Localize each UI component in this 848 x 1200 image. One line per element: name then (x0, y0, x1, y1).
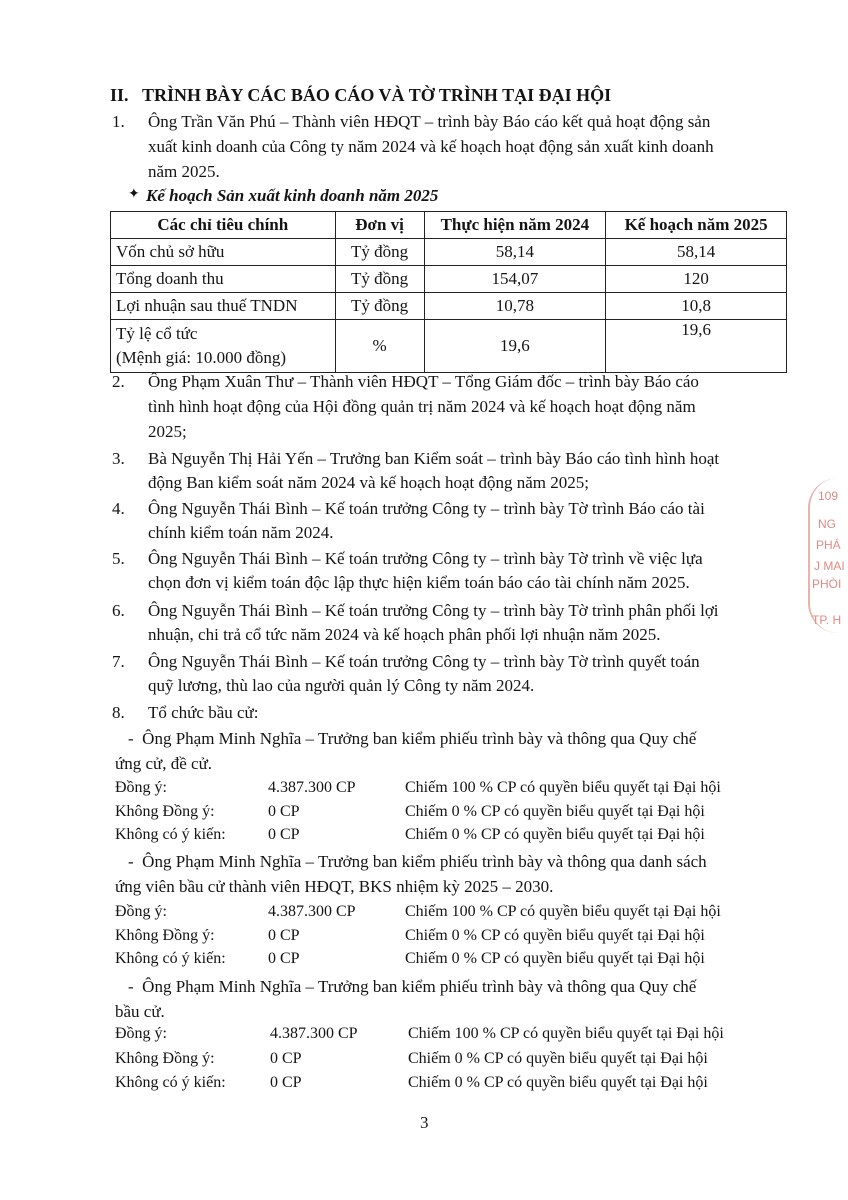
vote-3-intro-line-2: bầu cử. (115, 1002, 165, 1021)
item-7-line-2: quỹ lương, thù lao của người quản lý Công ty năm 2024. (148, 676, 535, 695)
vote-description: Chiếm 0 % CP có quyền biểu quyết tại Đại hội (405, 826, 705, 843)
item-6-number: 6. (112, 601, 125, 620)
item-2-line-2: tình hình hoạt động của Hội đồng quản trị năm 2024 và kế hoạch hoạt động năm (148, 397, 696, 416)
item-3-number: 3. (112, 449, 125, 468)
row-unit: Tỷ đồng (335, 266, 424, 293)
column-header: Các chỉ tiêu chính (111, 212, 336, 239)
vote-description: Chiếm 0 % CP có quyền biểu quyết tại Đại hội (405, 803, 705, 820)
row-name: Tổng doanh thu (111, 266, 336, 293)
row-name (111, 320, 336, 373)
item-3-line-2: động Ban kiểm soát năm 2024 và kế hoạch hoạt động năm 2025; (148, 473, 589, 492)
item-1-line-3: năm 2025. (148, 162, 220, 181)
vote-amount: 0 CP (268, 803, 300, 820)
vote-description: Chiếm 0 % CP có quyền biểu quyết tại Đại hội (408, 1050, 708, 1067)
item-7-number: 7. (112, 652, 125, 671)
vote-2-intro-line-1: - Ông Phạm Minh Nghĩa – Trưởng ban kiểm phiếu trình bày và thông qua danh sách (128, 852, 707, 871)
vote-label: Không Đồng ý: (115, 1050, 215, 1067)
table-header-row (111, 212, 787, 239)
stamp-text: PHÁ (816, 538, 841, 552)
item-5-line-2: chọn đơn vị kiểm toán độc lập thực hiện kiểm toán báo cáo tài chính năm 2025. (148, 573, 690, 592)
vote-description: Chiếm 100 % CP có quyền biểu quyết tại Đại hội (405, 779, 721, 796)
item-7-line-1: Ông Nguyễn Thái Bình – Kế toán trưởng Công ty – trình bày Tờ trình quyết toán (148, 652, 700, 671)
item-8-number: 8. (112, 703, 125, 722)
item-3-line-1: Bà Nguyễn Thị Hải Yến – Trưởng ban Kiểm soát – trình bày Báo cáo tình hình hoạt (148, 449, 720, 468)
item-1-number: 1. (112, 112, 125, 131)
item-8-line-1: Tổ chức bầu cử: (148, 703, 259, 722)
row-unit: Tỷ đồng (335, 293, 424, 320)
vote-description: Chiếm 100 % CP có quyền biểu quyết tại Đại hội (408, 1025, 724, 1042)
row-actual-2024: 58,14 (424, 239, 606, 266)
row-plan-2025: 10,8 (606, 293, 787, 320)
vote-description: Chiếm 0 % CP có quyền biểu quyết tại Đại hội (408, 1074, 708, 1091)
vote-label: Không có ý kiến: (115, 950, 226, 967)
vote-amount: 0 CP (270, 1074, 302, 1091)
section-title: II. TRÌNH BÀY CÁC BÁO CÁO VÀ TỜ TRÌNH TẠI ĐẠI HỘI (110, 85, 612, 105)
item-4-line-2: chính kiểm toán năm 2024. (148, 523, 334, 542)
row-actual-2024: 154,07 (424, 266, 606, 293)
vote-amount: 0 CP (268, 826, 300, 843)
item-6-line-1: Ông Nguyễn Thái Bình – Kế toán trưởng Công ty – trình bày Tờ trình phân phối lợi (148, 601, 719, 620)
row-actual-2024: 10,78 (424, 293, 606, 320)
table-row (111, 293, 787, 320)
vote-1-intro-line-2: ứng cử, đề cử. (115, 754, 213, 773)
vote-description: Chiếm 0 % CP có quyền biểu quyết tại Đại hội (405, 950, 705, 967)
stamp-text: TP. H (812, 613, 842, 627)
row-plan-2025: 19,6 (606, 320, 787, 373)
vote-label: Không Đồng ý: (115, 927, 215, 944)
vote-label: Đồng ý: (115, 1025, 167, 1042)
vote-amount: 4.387.300 CP (268, 779, 356, 796)
vote-label: Không có ý kiến: (115, 826, 226, 843)
table-row (111, 320, 787, 373)
vote-3-intro-line-1: - Ông Phạm Minh Nghĩa – Trưởng ban kiểm phiếu trình bày và thông qua Quy chế (128, 977, 697, 996)
row-unit: Tỷ đồng (335, 239, 424, 266)
item-5-number: 5. (112, 549, 125, 568)
vote-label: Đồng ý: (115, 903, 167, 920)
table-row (111, 239, 787, 266)
row-name: Vốn chủ sở hữu (111, 239, 336, 266)
item-1-line-1: Ông Trần Văn Phú – Thành viên HĐQT – trình bày Báo cáo kết quả hoạt động sản (148, 112, 711, 131)
vote-label: Không Đồng ý: (115, 803, 215, 820)
page-number: 3 (420, 1113, 429, 1132)
vote-1-intro-line-1: - Ông Phạm Minh Nghĩa – Trưởng ban kiểm phiếu trình bày và thông qua Quy chế (128, 729, 697, 748)
row-name: Lợi nhuận sau thuế TNDN (111, 293, 336, 320)
vote-amount: 4.387.300 CP (270, 1025, 358, 1042)
vote-description: Chiếm 0 % CP có quyền biểu quyết tại Đại hội (405, 927, 705, 944)
vote-label: Đồng ý: (115, 779, 167, 796)
stamp-text: PHÒI (812, 577, 842, 591)
vote-amount: 0 CP (268, 950, 300, 967)
column-header: Đơn vị (335, 212, 424, 239)
plan-bullet-icon: ✦ (128, 187, 140, 202)
item-2-line-1: Ông Phạm Xuân Thư – Thành viên HĐQT – Tổng Giám đốc – trình bày Báo cáo (148, 372, 699, 391)
item-2-number: 2. (112, 372, 125, 391)
item-2-line-3: 2025; (148, 422, 187, 441)
row-plan-2025: 120 (606, 266, 787, 293)
dividend-par-value: (Mệnh giá: 10.000 đồng) (116, 348, 286, 367)
vote-amount: 4.387.300 CP (268, 903, 356, 920)
vote-description: Chiếm 100 % CP có quyền biểu quyết tại Đại hội (405, 903, 721, 920)
plan-title: Kế hoạch Sản xuất kinh doanh năm 2025 (146, 186, 439, 205)
item-5-line-1: Ông Nguyễn Thái Bình – Kế toán trưởng Công ty – trình bày Tờ trình về việc lựa (148, 549, 703, 568)
column-header: Kế hoạch năm 2025 (606, 212, 787, 239)
row-actual-2024: 19,6 (424, 320, 606, 373)
stamp-text: NG (818, 517, 836, 531)
column-header: Thực hiện năm 2024 (424, 212, 606, 239)
vote-amount: 0 CP (270, 1050, 302, 1067)
item-4-line-1: Ông Nguyễn Thái Bình – Kế toán trưởng Công ty – trình bày Tờ trình Báo cáo tài (148, 499, 705, 518)
row-unit: % (335, 320, 424, 373)
item-4-number: 4. (112, 499, 125, 518)
vote-amount: 0 CP (268, 927, 300, 944)
row-plan-2025: 58,14 (606, 239, 787, 266)
vote-label: Không có ý kiến: (115, 1074, 226, 1091)
table-row (111, 266, 787, 293)
stamp-text: 109 (818, 489, 839, 503)
stamp-text: J MAI (814, 559, 845, 573)
plan-table (110, 211, 787, 373)
item-1-line-2: xuất kinh doanh của Công ty năm 2024 và kế hoạch hoạt động sản xuất kinh doanh (148, 137, 714, 156)
item-6-line-2: nhuận, chi trả cổ tức năm 2024 và kế hoạch phân phối lợi nhuận năm 2025. (148, 625, 661, 644)
dividend-label: Tỷ lệ cổ tức (116, 324, 198, 343)
vote-2-intro-line-2: ứng viên bầu cử thành viên HĐQT, BKS nhiệm kỳ 2025 – 2030. (115, 877, 554, 896)
